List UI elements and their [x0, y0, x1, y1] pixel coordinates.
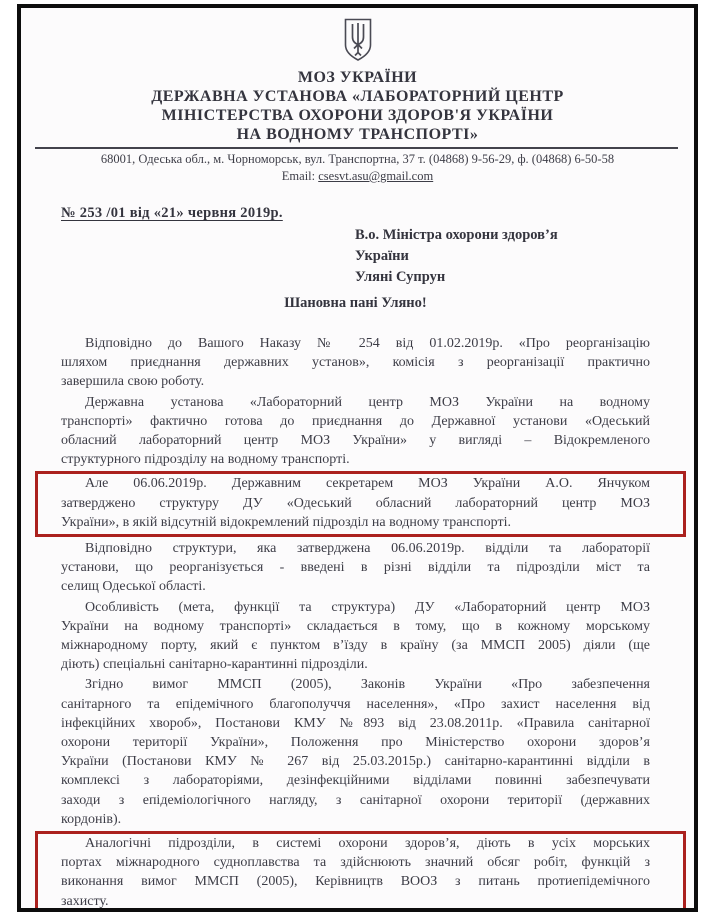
recipient-line: В.о. Міністра охорони здоров’я: [355, 227, 558, 243]
paragraph-line: Згідно вимог ММСП (2005), Законів України «Про забезпечення: [85, 677, 650, 693]
recipient-block: [355, 225, 650, 288]
paragraph-line: завершила свою роботу.: [61, 374, 205, 390]
org-address: 68001, Одеська обл., м. Чорноморськ, вул. Транспортна, 37 т. (04868) 9-56-29, ф. (04868) 6-50-58: [100, 152, 615, 166]
email-address: csesvt.asu@gmail.com: [318, 169, 434, 183]
paragraph-line: комплексі з лабораторіями, дезінфекційними відділами повинні забезпечувати: [61, 773, 650, 789]
paragraph: [61, 539, 650, 597]
paragraph: [61, 334, 650, 392]
paragraph-line: виконання вимог ММСП (2005), Керівництв ВООЗ з питань протиепідемічного: [61, 874, 650, 890]
ref-number: № 253 /01 від «21» червня 2019р.: [61, 205, 283, 221]
paragraph-line: шляхом приєднання державних установ», комісія з реорганізації практично: [61, 355, 650, 371]
paragraph-line: санітарного та епідемічного благополуччя населення», «Про захист населення від: [61, 696, 650, 712]
paragraph-line: України (Постанови КМУ № 267 від 25.03.2015р.) санітарно-карантинні відділи в: [61, 754, 650, 770]
org-name-line: МОЗ УКРАЇНИ: [297, 69, 418, 86]
paragraph-line: Відповідно структури, яка затверджена 06.06.2019р. відділи та лабораторії: [85, 541, 650, 557]
paragraph-line: захисту.: [61, 893, 109, 909]
letterhead: [21, 18, 694, 184]
paragraph-line: Особливість (мета, функції та структура) ДУ «Лабораторний центр МОЗ: [85, 599, 650, 615]
paragraph: [61, 393, 650, 470]
paragraph-line: портах міжнародного судноплавства та здійснюють значний обсяг робіт, функцій з: [61, 855, 650, 871]
salutation: Шановна пані Уляно!: [284, 295, 427, 311]
paragraph-line: обласний лабораторний центр МОЗ України» у вигляді – Відокремленого: [61, 433, 650, 449]
paragraph: [61, 675, 650, 829]
highlight-box-paragraph: [35, 471, 686, 537]
paragraph-line: охорони території України», Положення про Міністерство охорони здоров’я: [61, 735, 650, 751]
paragraph-line: структурного підрозділу на водному транспорті.: [61, 452, 350, 468]
paragraph-line: Аналогічні підрозділи, в системі охорони здоров’я, діють в усіх морських: [85, 836, 650, 852]
paragraph-line: Державна установа «Лабораторний центр МОЗ України на водному: [85, 394, 650, 410]
paragraph-line: кордонів).: [61, 811, 122, 827]
paragraph-line: міжнародному порту, який є пунктом в’їзду в країну (за ММСП 2005) діяли (ще: [61, 638, 650, 654]
highlight-box-paragraph: [35, 831, 686, 912]
paragraph-line: інфекційних хвороб», Постанови КМУ №893 від 23.08.2011р. «Правила санітарної: [61, 715, 650, 731]
paragraph-line: транспорті» фактично готова до приєднання до Державної установи «Одеський: [61, 413, 650, 429]
paragraph-line: селищ Одеської області.: [61, 579, 206, 595]
letterhead-divider: [35, 147, 678, 149]
ukraine-trident-emblem-icon: [343, 18, 373, 62]
paragraph-line: Відповідно до Вашого Наказу № 254 від 01.02.2019р. «Про реорганізацію: [85, 336, 650, 351]
email-label: Email:: [281, 169, 316, 183]
letter-body: [61, 334, 650, 912]
letter-content: [21, 184, 694, 912]
page-frame: [17, 4, 698, 912]
paragraph-line: заходи з епідеміологічного нагляду, з санітарної охорони території (державних: [61, 792, 650, 808]
org-name-line: МІНІСТЕРСТВА ОХОРОНИ ЗДОРОВ'Я УКРАЇНИ: [161, 107, 554, 124]
org-name-line: ДЕРЖАВНА УСТАНОВА «ЛАБОРАТОРНИЙ ЦЕНТР: [151, 88, 564, 105]
emblem-container: [21, 18, 694, 62]
paragraph-line: затверджено структуру ДУ «Одеський обласний лабораторний центр МОЗ: [61, 495, 650, 511]
recipient-line: України: [355, 248, 409, 264]
org-email: [21, 169, 694, 184]
paragraph-line: Але 06.06.2019р. Державним секретарем МОЗ України А.О. Янчуком: [85, 476, 650, 492]
paragraph-line: установи, що реорганізується - введені в різні відділи та підрозділи міст та: [61, 560, 650, 576]
recipient-line: Уляні Супрун: [355, 269, 446, 285]
paragraph-line: діють) спеціальні санітарно-карантинні підрозділи.: [61, 657, 368, 673]
paragraph: [61, 598, 650, 675]
org-name-line: НА ВОДНОМУ ТРАНСПОРТІ»: [236, 126, 479, 143]
paragraph-line: України», в якій відсутній відокремлений підрозділ на водному транспорті.: [61, 514, 511, 530]
paragraph-line: України на водному транспорті» складається в тому, що в кожному морському: [61, 618, 650, 634]
